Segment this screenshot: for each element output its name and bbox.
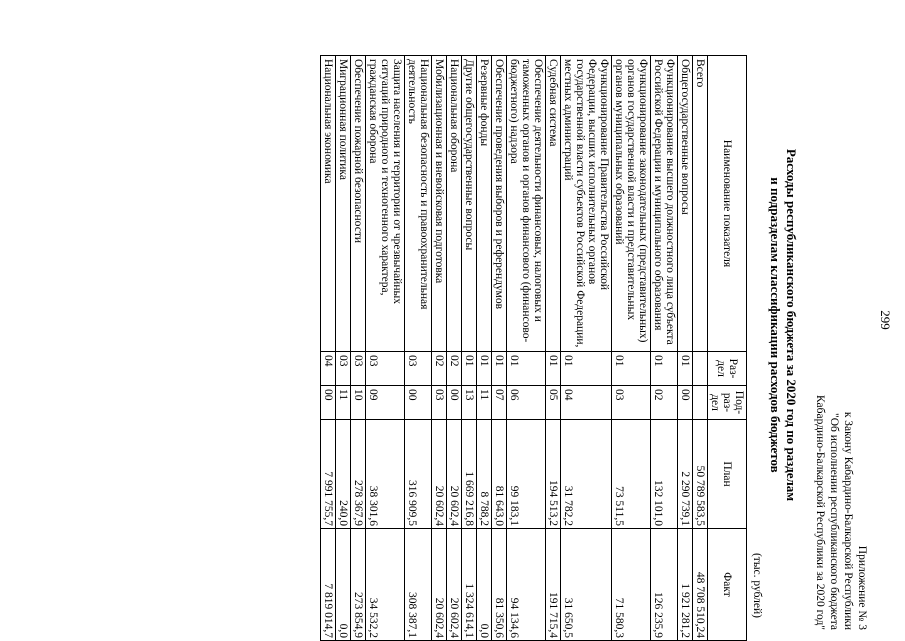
cell-plan: 73 511,5 <box>612 420 651 529</box>
cell-plan: 31 782,2 <box>561 420 612 529</box>
cell-section: 01 <box>651 352 678 386</box>
cell-plan: 81 643,0 <box>492 420 507 529</box>
appendix-line: Приложение № 3 <box>856 545 868 630</box>
cell-section: 01 <box>678 352 693 386</box>
cell-subsection: 07 <box>492 386 507 420</box>
cell-fact: 81 350,6 <box>492 529 507 641</box>
cell-name: Миграционная политика <box>336 56 351 352</box>
cell-fact: 71 580,3 <box>612 529 651 641</box>
cell-subsection: 11 <box>477 386 492 420</box>
cell-fact: 48 708 510,24 <box>693 529 708 641</box>
cell-subsection: 00 <box>678 386 693 420</box>
cell-fact: 94 134,6 <box>507 529 546 641</box>
cell-plan: 1 669 216,8 <box>462 420 477 529</box>
cell-name: Функционирование законодательных (представительных) органов государственной власти и представительных органов муниципальных образований <box>612 56 651 352</box>
table-row <box>447 56 462 641</box>
cell-subsection: 02 <box>651 386 678 420</box>
cell-name: Обеспечение пожарной безопасности <box>351 56 366 352</box>
cell-plan: 50 789 583,5 <box>693 420 708 529</box>
budget-table <box>320 55 747 641</box>
cell-name: Судебная система <box>546 56 561 352</box>
cell-name: Национальная безопасность и правоохранительная деятельность <box>405 56 432 352</box>
table-row <box>477 56 492 641</box>
cell-plan: 240,0 <box>336 420 351 529</box>
cell-plan: 278 367,9 <box>351 420 366 529</box>
cell-section <box>693 352 708 386</box>
cell-section: 03 <box>366 352 405 386</box>
appendix-line: Кабардино-Балкарской Республики за 2020 год" <box>814 395 826 630</box>
cell-subsection: 06 <box>507 386 546 420</box>
cell-section: 01 <box>462 352 477 386</box>
appendix-line: к Закону Кабардино-Балкарской Республики <box>842 411 854 630</box>
cell-fact: 191 715,4 <box>546 529 561 641</box>
title-line: Расходы республиканского бюджета за 2020 год по разделам <box>784 148 799 502</box>
page-number: 299 <box>878 310 893 330</box>
table-row <box>351 56 366 641</box>
cell-fact: 273 854,9 <box>351 529 366 641</box>
table-row <box>678 56 693 641</box>
cell-fact: 126 235,9 <box>651 529 678 641</box>
cell-name: Мобилизационная и вневойсковая подготовка <box>432 56 447 352</box>
cell-plan: 7 991 755,7 <box>321 420 336 529</box>
table-row <box>462 56 477 641</box>
cell-name: Национальная оборона <box>447 56 462 352</box>
cell-plan: 2 290 739,1 <box>678 420 693 529</box>
cell-name: Национальная экономика <box>321 56 336 352</box>
cell-fact: 308 387,1 <box>405 529 432 641</box>
cell-subsection: 10 <box>351 386 366 420</box>
cell-subsection: 05 <box>546 386 561 420</box>
table-row <box>336 56 351 641</box>
cell-fact: 20 602,4 <box>432 529 447 641</box>
cell-subsection: 13 <box>462 386 477 420</box>
cell-section: 04 <box>321 352 336 386</box>
header-fact: Факт <box>708 529 747 641</box>
cell-name: Функционирование высшего должностного лица субъекта Российской Федерации и муниципального образования <box>651 56 678 352</box>
cell-subsection: 00 <box>447 386 462 420</box>
cell-plan: 38 301,6 <box>366 420 405 529</box>
cell-name: Обеспечение деятельности финансовых, налоговых и таможенных органов и органов финансового (финансово-бюджетного) надзора <box>507 56 546 352</box>
table-row <box>405 56 432 641</box>
cell-name: Другие общегосударственные вопросы <box>462 56 477 352</box>
cell-name: Резервные фонды <box>477 56 492 352</box>
cell-plan: 20 602,4 <box>432 420 447 529</box>
units-label: (тыс. рублей) <box>751 552 763 618</box>
cell-plan: 132 101,0 <box>651 420 678 529</box>
cell-name: Защита населения и территории от чрезвычайных ситуаций природного и техногенного характера, гражданская оборона <box>366 56 405 352</box>
appendix-line: "Об исполнении республиканского бюджета <box>828 413 840 630</box>
table-row <box>546 56 561 641</box>
cell-section: 02 <box>447 352 462 386</box>
cell-fact: 31 650,5 <box>561 529 612 641</box>
cell-section: 01 <box>612 352 651 386</box>
cell-section: 03 <box>405 352 432 386</box>
table-row <box>366 56 405 641</box>
table-row <box>507 56 546 641</box>
header-name: Наименование показателя <box>708 56 747 352</box>
cell-subsection: 09 <box>366 386 405 420</box>
table-row <box>651 56 678 641</box>
table-row <box>321 56 336 641</box>
cell-name: Всего <box>693 56 708 352</box>
cell-subsection <box>693 386 708 420</box>
cell-section: 02 <box>432 352 447 386</box>
cell-fact: 34 532,2 <box>366 529 405 641</box>
cell-subsection: 03 <box>612 386 651 420</box>
cell-section: 03 <box>336 352 351 386</box>
cell-section: 01 <box>546 352 561 386</box>
table-row <box>561 56 612 641</box>
title-line: и подразделам классификации расходов бюджетов <box>768 177 783 473</box>
cell-section: 01 <box>477 352 492 386</box>
cell-subsection: 03 <box>432 386 447 420</box>
cell-name: Общегосударственные вопросы <box>678 56 693 352</box>
table-row <box>693 56 708 641</box>
cell-fact: 0,0 <box>477 529 492 641</box>
cell-subsection: 00 <box>321 386 336 420</box>
document-title <box>767 40 799 610</box>
cell-subsection: 11 <box>336 386 351 420</box>
table-row <box>492 56 507 641</box>
cell-subsection: 04 <box>561 386 612 420</box>
cell-fact: 20 602,4 <box>447 529 462 641</box>
cell-name: Обеспечение проведения выборов и референдумов <box>492 56 507 352</box>
cell-plan: 8 788,2 <box>477 420 492 529</box>
table-body <box>321 56 708 641</box>
cell-plan: 20 602,4 <box>447 420 462 529</box>
cell-fact: 0,0 <box>336 529 351 641</box>
cell-subsection: 00 <box>405 386 432 420</box>
cell-section: 01 <box>507 352 546 386</box>
cell-plan: 316 909,5 <box>405 420 432 529</box>
header-section: Раз-дел <box>708 352 747 386</box>
cell-name: Функционирование Правительства Российской Федерации, высших исполнительных органов государственной власти субъектов Российской Федерации, местных администраций <box>561 56 612 352</box>
appendix-note <box>813 380 869 630</box>
cell-section: 01 <box>492 352 507 386</box>
cell-plan: 99 183,1 <box>507 420 546 529</box>
cell-fact: 1 324 614,1 <box>462 529 477 641</box>
table-row <box>432 56 447 641</box>
table-row <box>612 56 651 641</box>
header-plan: План <box>708 420 747 529</box>
cell-plan: 194 513,2 <box>546 420 561 529</box>
cell-fact: 1 921 281,2 <box>678 529 693 641</box>
cell-fact: 7 819 014,7 <box>321 529 336 641</box>
cell-section: 03 <box>351 352 366 386</box>
cell-section: 01 <box>561 352 612 386</box>
header-subsection: Под-раз-дел <box>708 386 747 420</box>
table-header-row <box>708 56 747 641</box>
